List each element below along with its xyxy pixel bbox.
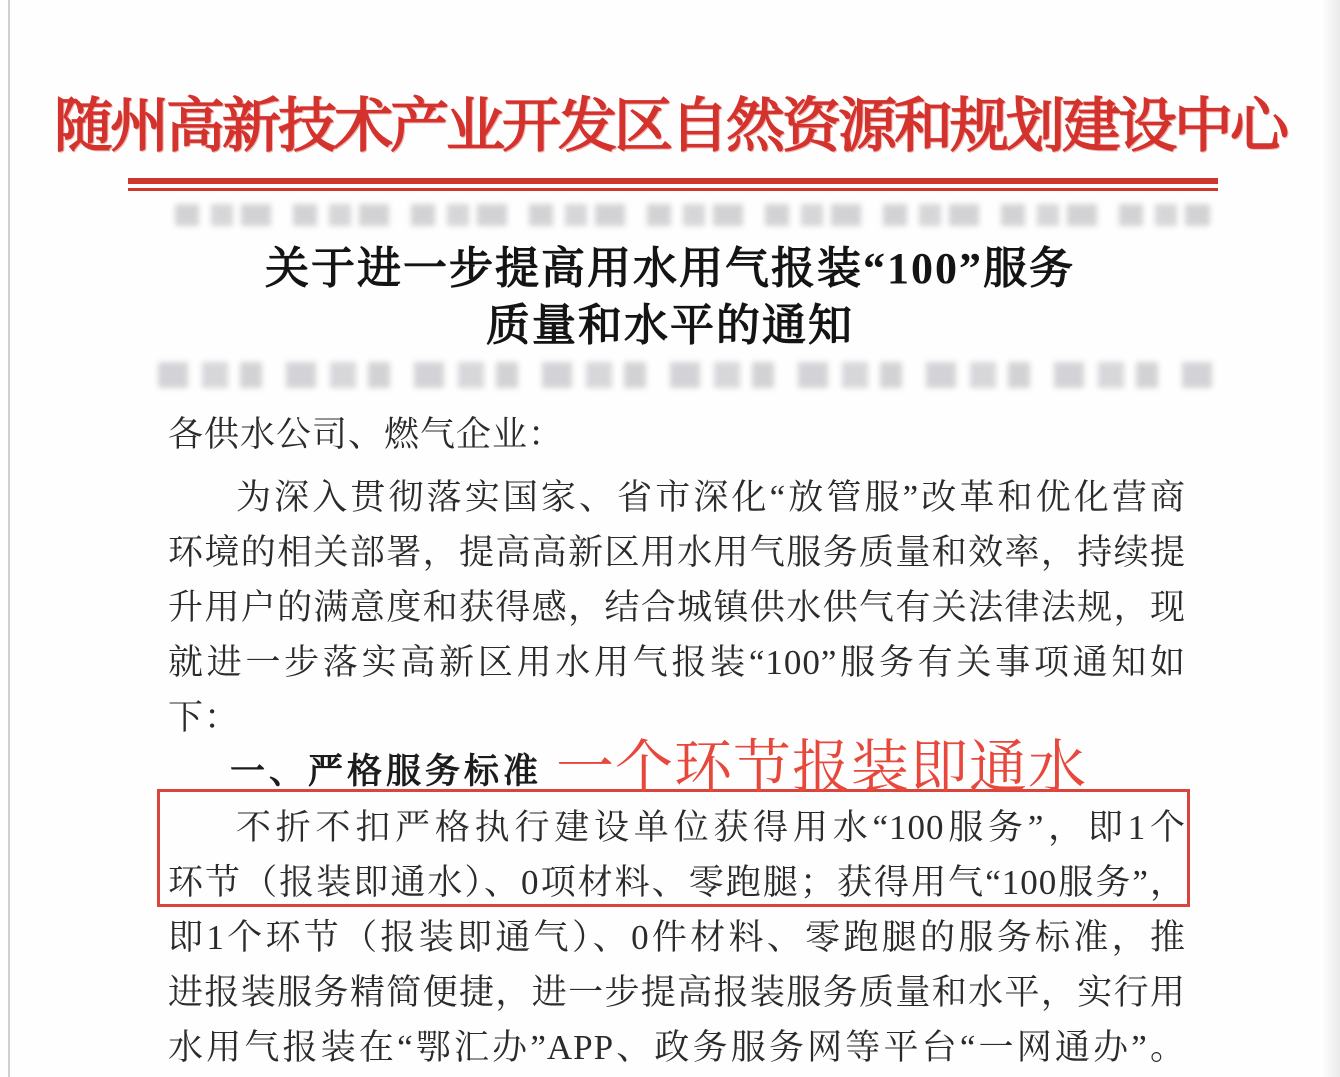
paragraph1-line: 为深入贯彻落实国家、省市深化“放管服”改革和优化营商 bbox=[236, 478, 1186, 517]
section-heading: 一、严格服务标准 bbox=[230, 752, 543, 791]
paragraph2-line: 水用气报装在“鄂汇办”APP、政务服务网等平台“一网通办”。 bbox=[168, 1028, 1186, 1067]
red-annotation-text: 一个环节报装即通水 bbox=[556, 735, 1088, 800]
document-title-line1: 关于进一步提高用水用气报装“100”服务 bbox=[265, 244, 1075, 293]
bleed-through-text bbox=[175, 204, 1210, 226]
paragraph1-line: 下： bbox=[168, 698, 241, 737]
document-title bbox=[0, 240, 1340, 354]
paragraph1-line: 升用户的满意度和获得感，结合城镇供水供气有关法律法规，现 bbox=[168, 588, 1186, 627]
letterhead-divider-rule bbox=[128, 178, 1218, 191]
document-title-line2: 质量和水平的通知 bbox=[486, 301, 854, 350]
paragraph2-line: 不折不扣严格执行建设单位获得用水“100服务”，即1个 bbox=[236, 808, 1186, 847]
bleed-through-text bbox=[158, 362, 1218, 388]
letterhead-org-name: 随州高新技术产业开发区自然资源和规划建设中心 bbox=[53, 93, 1286, 159]
red-highlight-box bbox=[157, 789, 1190, 907]
salutation-line: 各供水公司、燃气企业： bbox=[168, 415, 565, 454]
paragraph1-line: 环境的相关部署，提高高新区用水用气服务质量和效率，持续提 bbox=[168, 533, 1186, 572]
paragraph2-line: 即1个环节（报装即通气）、0件材料、零跑腿的服务标准，推 bbox=[168, 918, 1186, 957]
paragraph2-line: 进报装服务精简便捷，进一步提高报装服务质量和水平，实行用 bbox=[168, 973, 1186, 1012]
paragraph1-line: 就进一步落实高新区用水用气报装“100”服务有关事项通知如 bbox=[168, 643, 1186, 682]
paragraph2-line: 环节（报装即通水）、0项材料、零跑腿；获得用气“100服务”， bbox=[168, 863, 1186, 902]
